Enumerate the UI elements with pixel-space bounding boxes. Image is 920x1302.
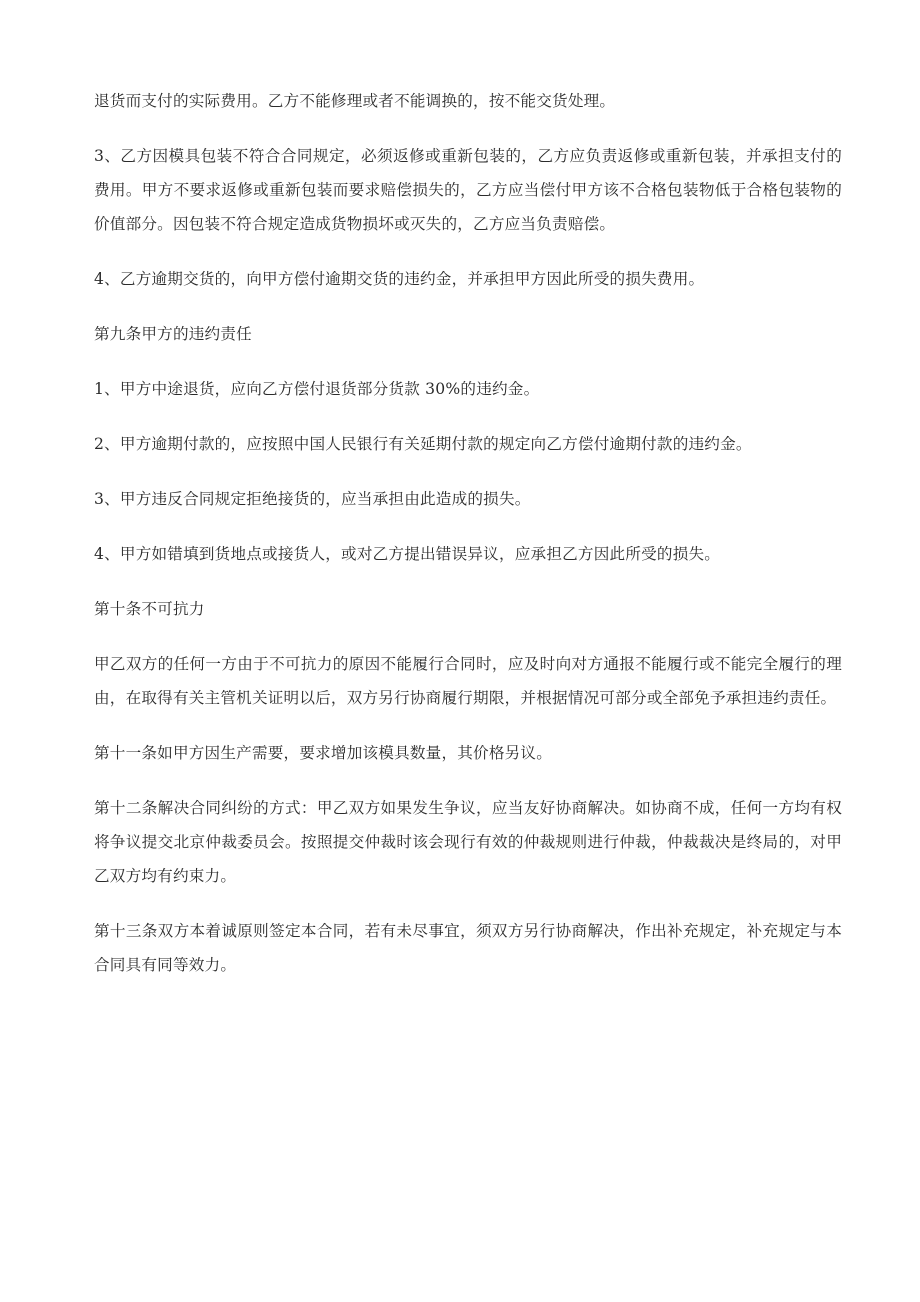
paragraph-late-payment: 2、甲方逾期付款的，应按照中国人民银行有关延期付款的规定向乙方偿付逾期付款的违约金。 (94, 435, 752, 453)
document-body (94, 84, 842, 1003)
article-10-heading: 第十条不可抗力 (94, 600, 205, 618)
paragraph-refuse-delivery: 3、甲方违反合同规定拒绝接货的，应当承担由此造成的损失。 (94, 490, 531, 508)
article-12-paragraph: 第十二条解决合同纠纷的方式：甲乙双方如果发生争议，应当友好协商解决。如协商不成，任何一方均有权将争议提交北京仲裁委员会。按照提交仲裁时该会现行有效的仲裁规则进行仲裁，仲裁裁决是终局的，对甲乙双方均有约束力。 (94, 799, 842, 885)
paragraph-midway-return: 1、甲方中途退货，应向乙方偿付退货部分货款 30%的违约金。 (94, 380, 540, 398)
paragraph-force-majeure: 甲乙双方的任何一方由于不可抗力的原因不能履行合同时，应及时向对方通报不能履行或不能完全履行的理由，在取得有关主管机关证明以后，双方另行协商履行期限，并根据情况可部分或全部免予承担违约责任。 (94, 655, 842, 707)
article-9-heading: 第九条甲方的违约责任 (94, 325, 252, 343)
paragraph-return-costs: 退货而支付的实际费用。乙方不能修理或者不能调换的，按不能交货处理。 (94, 92, 616, 110)
article-13-paragraph: 第十三条双方本着诚原则签定本合同，若有未尽事宜，须双方另行协商解决，作出补充规定，补充规定与本合同具有同等效力。 (94, 922, 842, 974)
paragraph-wrong-address: 4、甲方如错填到货地点或接货人，或对乙方提出错误异议，应承担乙方因此所受的损失。 (94, 545, 721, 563)
paragraph-late-delivery: 4、乙方逾期交货的，向甲方偿付逾期交货的违约金，并承担甲方因此所受的损失费用。 (94, 270, 705, 288)
paragraph-packaging-clause: 3、乙方因模具包装不符合合同规定，必须返修或重新包装的，乙方应负责返修或重新包装，并承担支付的费用。甲方不要求返修或重新包装而要求赔偿损失的，乙方应当偿付甲方该不合格包装物低于合格包装物的价值部分。因包装不符合规定造成货物损坏或灭失的，乙方应当负责赔偿。 (94, 147, 842, 233)
article-11-paragraph: 第十一条如甲方因生产需要，要求增加该模具数量，其价格另议。 (94, 744, 553, 762)
